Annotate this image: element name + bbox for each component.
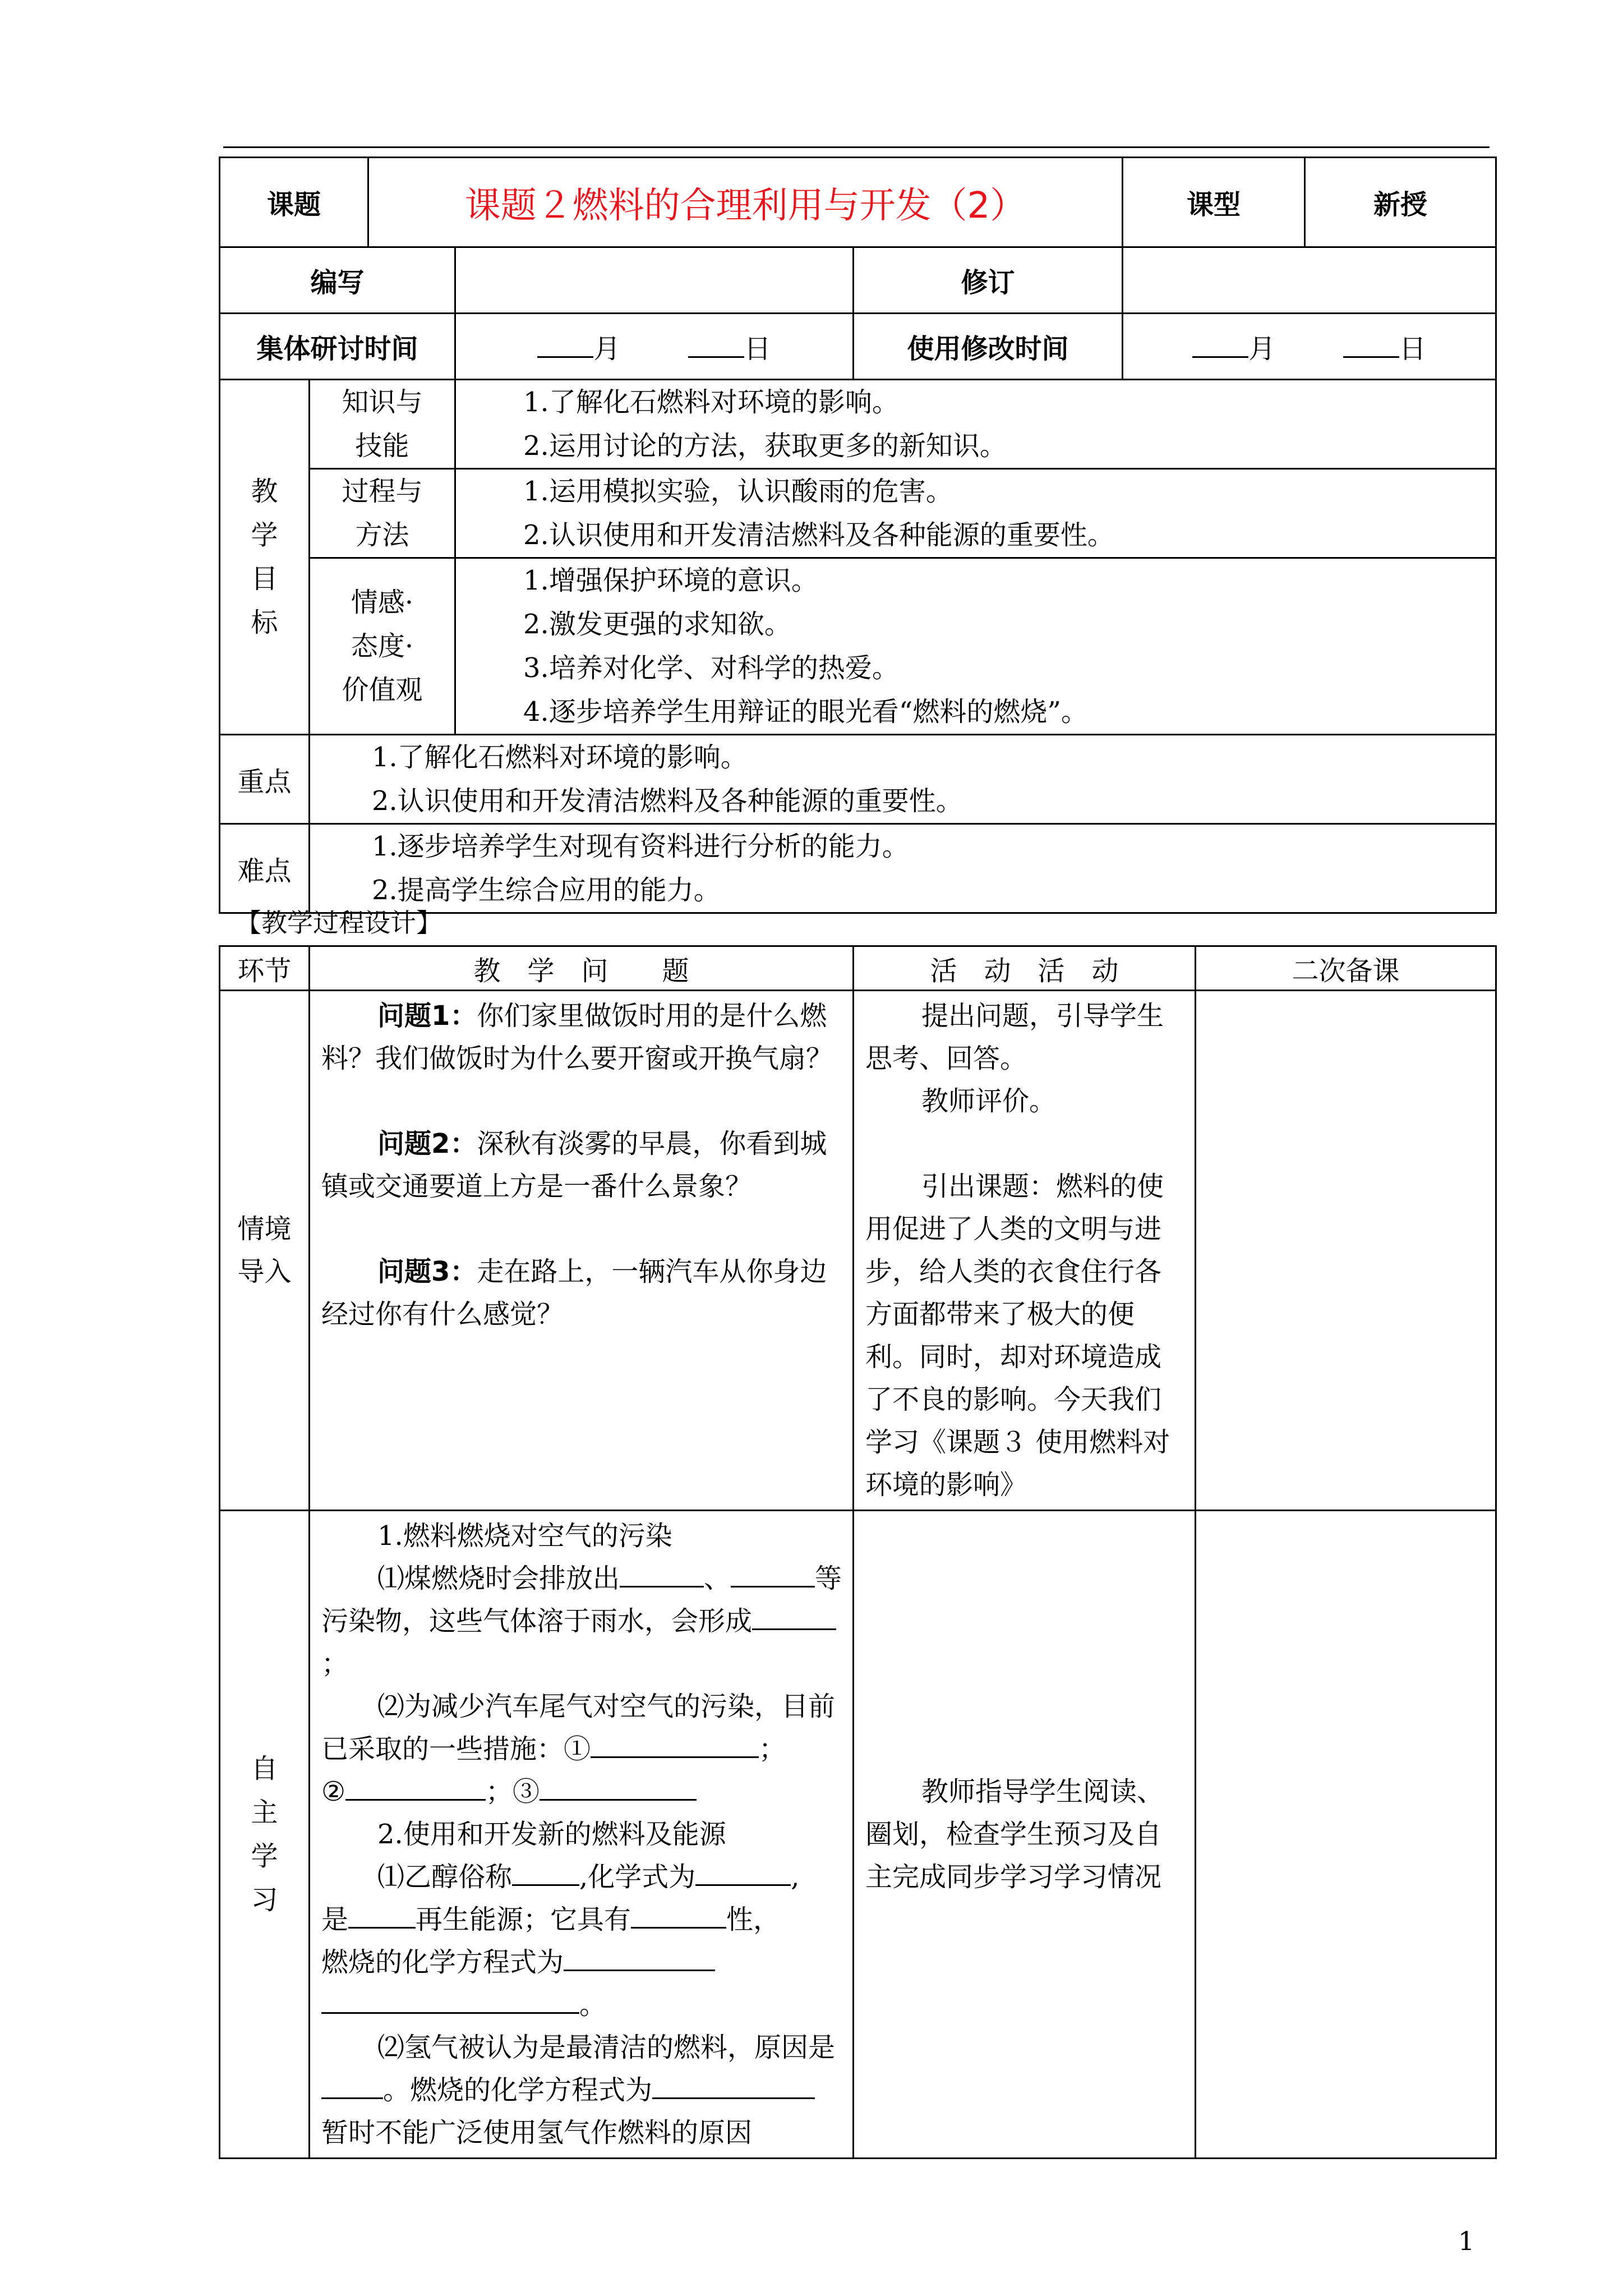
self-study-stage-text: 自主学习 bbox=[251, 1753, 278, 1916]
key-points-items bbox=[310, 735, 1496, 824]
fill-text: 。 bbox=[579, 1989, 607, 2021]
self-study-stage bbox=[220, 1511, 310, 2159]
self-study-revision-cell[interactable] bbox=[1196, 1511, 1496, 2159]
blank-field[interactable] bbox=[564, 1946, 715, 1971]
col-header-activity: 活 动 活 动 bbox=[854, 946, 1196, 991]
activity-text: 引出课题：燃料的使用促进了人类的文明与进步，给人类的衣食住行各方面都带来了极大的便利。同时，却对环境造成了不良的影响。今天我们学习《课题３ 使用燃料对环境的影响》 bbox=[865, 1171, 1170, 1501]
group-time-value[interactable] bbox=[455, 314, 854, 380]
key-point-item: 2.认识使用和开发清洁燃料及各种能源的重要性。 bbox=[372, 785, 963, 817]
fill-text: 。燃烧的化学方程式为 bbox=[383, 2074, 653, 2106]
blank-field[interactable] bbox=[620, 1562, 704, 1588]
col-header-revision: 二次备课 bbox=[1196, 946, 1496, 991]
fill-text: ；③ bbox=[486, 1776, 540, 1807]
type-label: 课型 bbox=[1123, 158, 1305, 247]
fill-text: , bbox=[791, 1861, 800, 1893]
self-study-heading-2: 2.使用和开发新的燃料及能源 bbox=[377, 1819, 726, 1850]
emotion-item: 1.增强保护环境的意识。 bbox=[523, 565, 818, 596]
col-header-stage: 环节 bbox=[220, 946, 310, 991]
activity-text: 教师指导学生阅读、圈划，检查学生预习及自主完成同步学习学习情况 bbox=[865, 1776, 1164, 1893]
month-text: 月 bbox=[593, 333, 621, 365]
fill-text: 等污染物，这些气体溶于雨水，会形成 bbox=[321, 1563, 842, 1637]
blank-field[interactable] bbox=[652, 2074, 815, 2099]
difficulties-label: 难点 bbox=[220, 824, 310, 913]
month-text: 月 bbox=[1248, 333, 1276, 365]
fill-text: ⑵氢气被认为是最清洁的燃料，原因是 bbox=[377, 2032, 836, 2063]
objectives-label bbox=[220, 380, 310, 735]
difficulties-items bbox=[310, 824, 1496, 913]
blank-field[interactable] bbox=[345, 1775, 486, 1801]
header-rule bbox=[223, 146, 1490, 148]
blank-field[interactable] bbox=[540, 1775, 697, 1801]
question-2-text: 深秋有淡雾的早晨，你看到城镇或交通要道上方是一番什么景象？ bbox=[321, 1128, 827, 1202]
fill-text: ② bbox=[321, 1776, 346, 1807]
fill-text: 是 bbox=[321, 1904, 349, 1935]
teaching-process-table bbox=[219, 945, 1497, 2159]
question-3-label: 问题3： bbox=[377, 1256, 477, 1287]
blank-field[interactable] bbox=[591, 1733, 759, 1758]
question-2-label: 问题2： bbox=[377, 1128, 477, 1159]
difficulty-item: 2.提高学生综合应用的能力。 bbox=[372, 875, 721, 906]
topic-label: 课题 bbox=[220, 158, 368, 247]
type-value: 新授 bbox=[1305, 158, 1496, 247]
self-study-heading-1: 1.燃料燃烧对空气的污染 bbox=[377, 1520, 672, 1552]
process-section-title: 【教学过程设计】 bbox=[236, 908, 442, 938]
process-items bbox=[455, 469, 1496, 558]
emotion-label bbox=[310, 558, 455, 735]
process-label bbox=[310, 469, 455, 558]
difficulty-item: 1.逐步培养学生对现有资料进行分析的能力。 bbox=[372, 831, 909, 862]
fill-text: 暂时不能广泛使用氢气作燃料的原因 bbox=[321, 2117, 753, 2148]
knowledge-items bbox=[455, 380, 1496, 469]
intro-stage-text: 情境导入 bbox=[237, 1213, 292, 1287]
col-header-question: 教 学 问 题 bbox=[310, 946, 854, 991]
page-number: 1 bbox=[1458, 2226, 1475, 2256]
activity-text: 提出问题，引导学生思考、回答。 bbox=[865, 1000, 1164, 1074]
fill-text: ,化学式为 bbox=[579, 1861, 696, 1893]
fill-text: ； bbox=[321, 1648, 349, 1680]
knowledge-label-text: 知识与技能 bbox=[342, 386, 423, 462]
day-text: 日 bbox=[1399, 333, 1426, 365]
process-item: 2.认识使用和开发清洁燃料及各种能源的重要性。 bbox=[523, 519, 1114, 551]
blank-field[interactable] bbox=[321, 1989, 579, 2014]
question-1-text: 你们家里做饭时用的是什么燃料？我们做饭时为什么要开窗或开换气扇？ bbox=[321, 1000, 833, 1074]
key-point-item: 1.了解化石燃料对环境的影响。 bbox=[372, 742, 748, 773]
fill-text: ； bbox=[759, 1733, 786, 1765]
key-points-label: 重点 bbox=[220, 735, 310, 824]
emotion-item: 2.激发更强的求知欲。 bbox=[523, 609, 791, 640]
fill-text: ⑴煤燃烧时会排放出 bbox=[377, 1563, 620, 1594]
fill-text: 再生能源；它具有 bbox=[416, 1904, 631, 1935]
blank-field[interactable] bbox=[348, 1903, 416, 1929]
fill-text: 、 bbox=[704, 1563, 731, 1594]
knowledge-label bbox=[310, 380, 455, 469]
fill-text: 性， bbox=[726, 1904, 781, 1935]
question-3-text: 走在路上，一辆汽车从你身边经过你有什么感觉？ bbox=[321, 1256, 827, 1330]
fill-text: ⑵为减少汽车尾气对空气的污染，目前已采取的一些措施：① bbox=[321, 1691, 836, 1765]
intro-stage bbox=[220, 991, 310, 1511]
author-value[interactable] bbox=[455, 247, 854, 314]
blank-field[interactable] bbox=[731, 1562, 815, 1588]
emotion-item: 4.逐步培养学生用辩证的眼光看“燃料的燃烧”。 bbox=[523, 696, 1088, 728]
intro-questions bbox=[310, 991, 854, 1511]
revise-value[interactable] bbox=[1123, 247, 1496, 314]
process-item: 1.运用模拟实验，认识酸雨的危害。 bbox=[523, 476, 953, 507]
knowledge-item: 1.了解化石燃料对环境的影响。 bbox=[523, 386, 899, 418]
fill-text: 燃烧的化学方程式为 bbox=[321, 1947, 564, 1978]
blank-field[interactable] bbox=[631, 1903, 726, 1929]
blank-field[interactable] bbox=[752, 1605, 836, 1630]
use-time-value[interactable] bbox=[1123, 314, 1496, 380]
process-label-text: 过程与方法 bbox=[342, 476, 423, 551]
revise-label: 修订 bbox=[854, 247, 1123, 314]
activity-text: 教师评价。 bbox=[921, 1085, 1057, 1117]
topic-title: 课题２燃料的合理利用与开发（2） bbox=[368, 158, 1123, 247]
day-text: 日 bbox=[744, 333, 771, 365]
emotion-item: 3.培养对化学、对科学的热爱。 bbox=[523, 652, 899, 684]
intro-activities bbox=[854, 991, 1196, 1511]
group-time-label: 集体研讨时间 bbox=[220, 314, 455, 380]
emotion-items bbox=[455, 558, 1496, 735]
blank-field[interactable] bbox=[695, 1861, 791, 1886]
question-1-label: 问题1： bbox=[377, 1000, 477, 1032]
self-study-activity bbox=[854, 1511, 1196, 2159]
intro-revision-cell[interactable] bbox=[1196, 991, 1496, 1511]
blank-field[interactable] bbox=[512, 1861, 579, 1886]
author-label: 编写 bbox=[220, 247, 455, 314]
objectives-label-text: 教学目标 bbox=[251, 476, 278, 638]
knowledge-item: 2.运用讨论的方法，获取更多的新知识。 bbox=[523, 430, 1007, 462]
lesson-info-table bbox=[219, 157, 1497, 914]
use-time-label: 使用修改时间 bbox=[854, 314, 1123, 380]
fill-text: ⑴乙醇俗称 bbox=[377, 1861, 513, 1893]
self-study-content bbox=[310, 1511, 854, 2159]
emotion-label-text: 情感·态度·价值观 bbox=[342, 587, 423, 706]
blank-field[interactable] bbox=[321, 2074, 383, 2099]
